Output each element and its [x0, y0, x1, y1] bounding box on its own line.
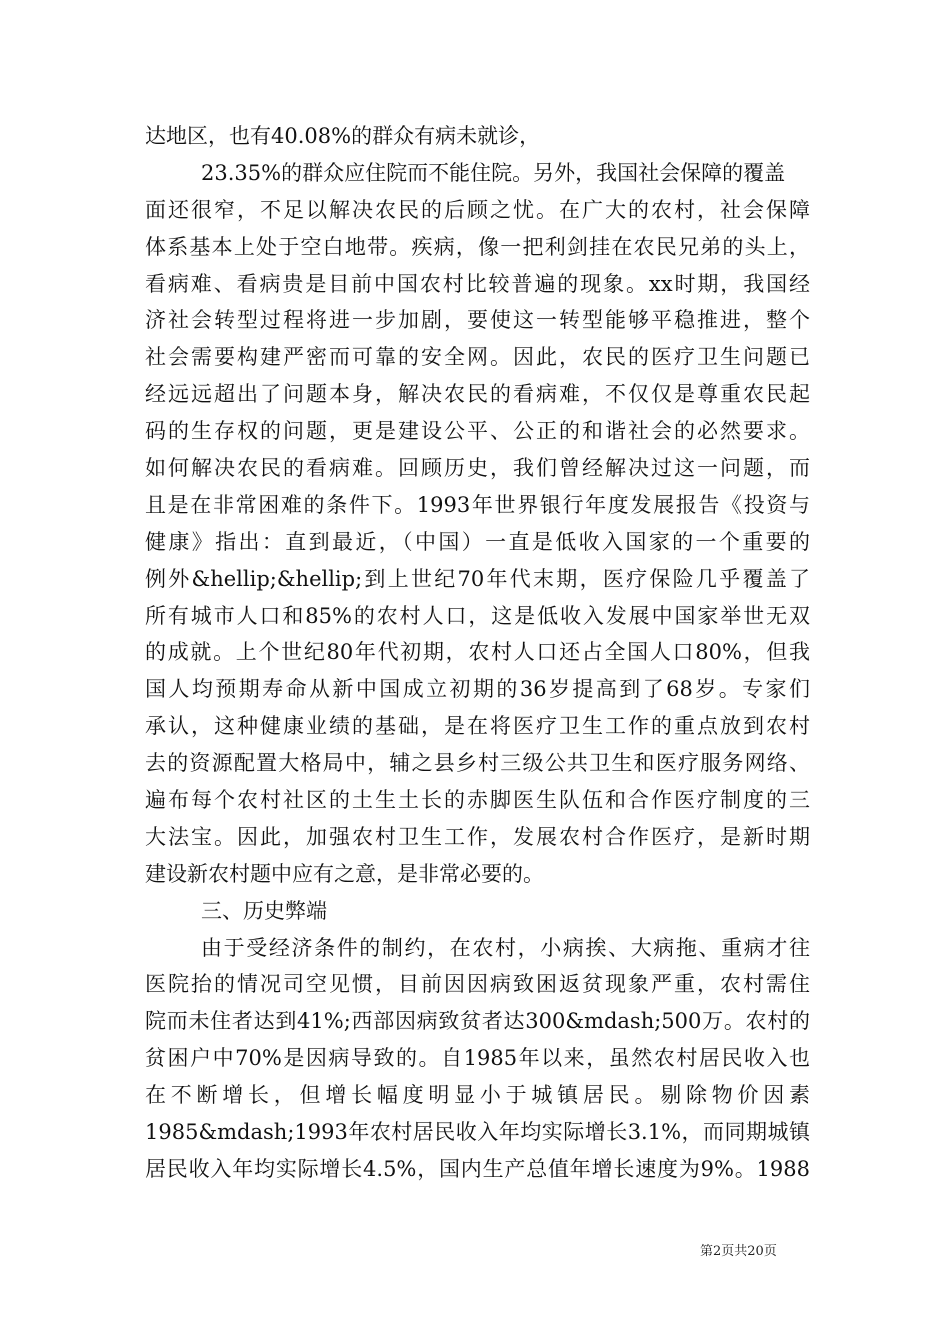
text-line: 在不断增长，但增长幅度明显小于城镇居民。剔除物价因素: [145, 1083, 810, 1108]
text-line: 23.35%的群众应住院而不能住院。另外，我国社会保障的覆盖: [201, 160, 786, 185]
text-line: 例外&hellip;&hellip;到上世纪70年代末期，医疗保险几乎覆盖了: [145, 566, 810, 591]
text-line: 去的资源配置大格局中，辅之县乡村三级公共卫生和医疗服务网络、: [145, 751, 810, 776]
text-line: 经远远超出了问题本身，解决农民的看病难，不仅仅是尊重农民起: [145, 382, 810, 407]
text-line: 大法宝。因此，加强农村卫生工作，发展农村合作医疗，是新时期: [145, 824, 810, 849]
text-line: 医院抬的情况司空见惯，目前因因病致困返贫现象严重，农村需住: [145, 972, 810, 997]
text-line: 院而未住者达到41%;西部因病致贫者达300&mdash;500万。农村的: [145, 1009, 810, 1034]
body-text: [145, 118, 810, 1188]
text-line: 贫困户中70%是因病导致的。自1985年以来，虽然农村居民收入也: [145, 1046, 810, 1071]
text-line: 达地区，也有40.08%的群众有病未就诊，: [145, 124, 541, 148]
text-line: 体系基本上处于空白地带。疾病，像一把利剑挂在农民兄弟的头上，: [145, 234, 810, 259]
text-line: 居民收入年均实际增长4.5%，国内生产总值年增长速度为9%。1988: [145, 1156, 810, 1181]
text-line: 建设新农村题中应有之意，是非常必要的。: [145, 861, 544, 886]
text-line: 遍布每个农村社区的土生土长的赤脚医生队伍和合作医疗制度的三: [145, 788, 810, 813]
page-number: 第2页共20页: [700, 1244, 777, 1259]
text-line: 的成就。上个世纪80年代初期，农村人口还占全国人口80%，但我: [145, 640, 810, 665]
text-line: 济社会转型过程将进一步加剧，要使这一转型能够平稳推进，整个: [145, 308, 810, 333]
text-line: 且是在非常困难的条件下。1993年世界银行年度发展报告《投资与: [145, 492, 810, 517]
text-line: 面还很窄，不足以解决农民的后顾之忧。在广大的农村，社会保障: [145, 197, 810, 222]
text-line: 如何解决农民的看病难。回顾历史，我们曾经解决过这一问题，而: [145, 456, 810, 481]
text-line: 1985&mdash;1993年农村居民收入年均实际增长3.1%，而同期城镇: [145, 1120, 810, 1145]
text-line: 由于受经济条件的制约，在农村，小病挨、大病拖、重病才往: [201, 935, 810, 960]
text-line: 国人均预期寿命从新中国成立初期的36岁提高到了68岁。专家们: [145, 677, 810, 702]
text-line: 码的生存权的问题，更是建设公平、公正的和谐社会的必然要求。: [145, 419, 810, 444]
text-line: 看病难、看病贵是目前中国农村比较普遍的现象。xx时期，我国经: [145, 271, 810, 296]
text-line: 承认，这种健康业绩的基础，是在将医疗卫生工作的重点放到农村: [145, 714, 810, 739]
text-line: 社会需要构建严密而可靠的安全网。因此，农民的医疗卫生问题已: [145, 345, 810, 370]
section-heading: 三、历史弊端: [201, 898, 327, 923]
text-line: 健康》指出：直到最近，（中国）一直是低收入国家的一个重要的: [145, 529, 810, 554]
text-line: 所有城市人口和85%的农村人口，这是低收入发展中国家举世无双: [145, 603, 810, 628]
